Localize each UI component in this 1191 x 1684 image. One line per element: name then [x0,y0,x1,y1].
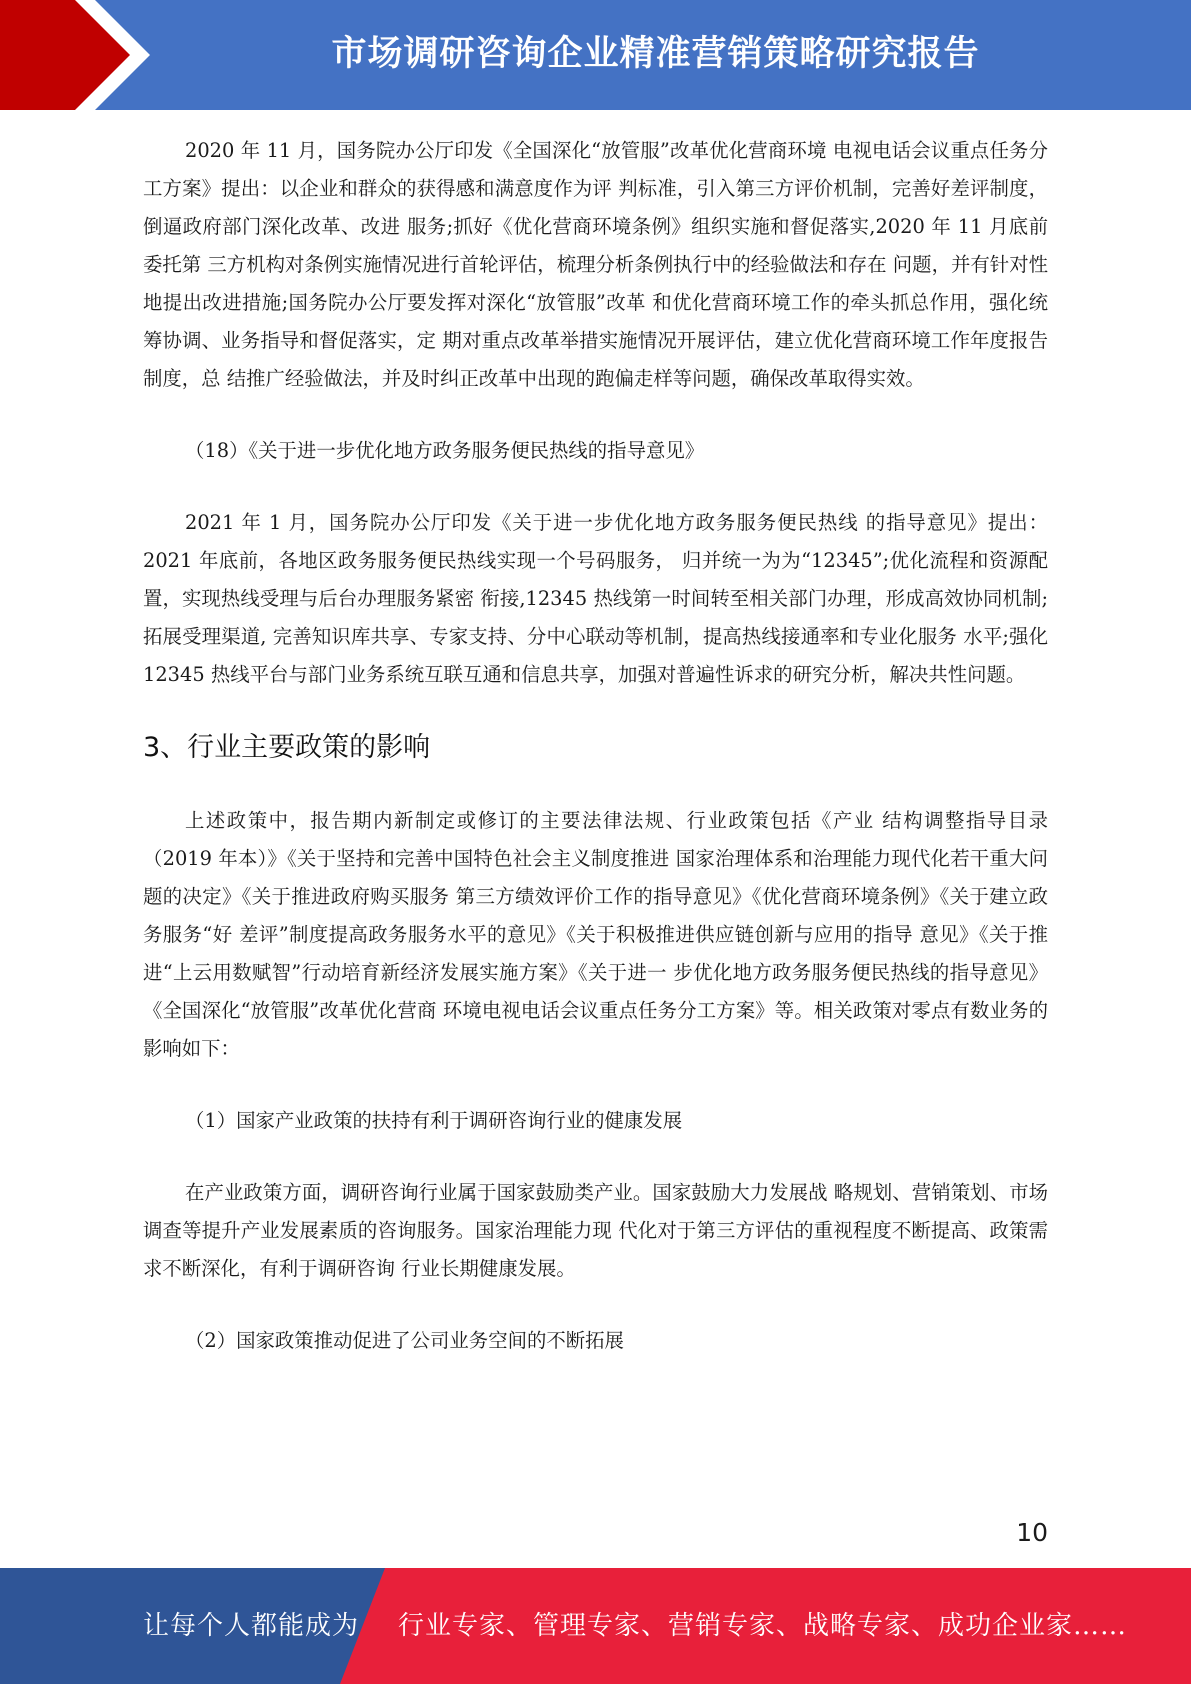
header-banner [0,0,1191,110]
paragraph-policy-2020: 2020 年 11 月，国务院办公厅印发《全国深化“放管服”改革优化营商环境 电视电话会议重点任务分工方案》提出：以企业和群众的获得感和满意度作为评 判标准，引入第三方评价机制，完善好差评制度，倒逼政府部门深化改革、改进 服务;抓好《优化营商环境条例》组织实施和督促落实,2020 年 11 月底前委托第 三方机构对条例实施情况进行首轮评估，梳理分析条例执行中的经验做法和存在 问题，并有针对性地提出改进措施;国务院办公厅要发挥对深化“放管服”改革 和优化营商环境工作的牵头抓总作用，强化统筹协调、业务指导和督促落实，定 期对重点改革举措实施情况开展评估，建立优化营商环境工作年度报告制度，总 结推广经验做法，并及时纠正改革中出现的跑偏走样等问题，确保改革取得实效。 [143,139,1048,390]
footer-slogan-left: 让每个人都能成为 [143,1611,360,1641]
footer-banner [0,1568,1191,1684]
page-content [143,132,1048,1360]
paragraph-policy-impact: 上述政策中，报告期内新制定或修订的主要法律法规、行业政策包括《产业 结构调整指导目录（2019 年本）》《关于坚持和完善中国特色社会主义制度推进 国家治理体系和治理能力现代化若干重大问题的决定》《关于推进政府购买服务 第三方绩效评价工作的指导意见》《优化营商环境条例》《关于建立政务服务“好 差评”制度提高政务服务水平的意见》《关于积极推进供应链创新与应用的指导 意见》《关于推进“上云用数赋智”行动培育新经济发展实施方案》《关于进一 步优化地方政务服务便民热线的指导意见》《全国深化“放管服”改革优化营商 环境电视电话会议重点任务分工方案》等。相关政策对零点有数业务的影响如下： [143,809,1048,1060]
item-1-heading: （1）国家产业政策的扶持有利于调研咨询行业的健康发展 [185,1109,683,1132]
footer-slogan-right: 行业专家、管理专家、营销专家、战略专家、成功企业家…… [398,1611,1128,1641]
item-2-heading: （2）国家政策推动促进了公司业务空间的不断拓展 [185,1329,624,1352]
paragraph-industry-policy: 在产业政策方面，调研咨询行业属于国家鼓励类产业。国家鼓励大力发展战 略规划、营销策划、市场调查等提升产业发展素质的咨询服务。国家治理能力现 代化对于第三方评估的重视程度不断提高、政策需求不断深化，有利于调研咨询 行业长期健康发展。 [143,1181,1048,1280]
page-number: 10 [1016,1518,1048,1547]
paragraph-policy-2021: 2021 年 1 月，国务院办公厅印发《关于进一步优化地方政务服务便民热线 的指导意见》提出：2021 年底前，各地区政务服务便民热线实现一个号码服务， 归并统一为为“12345”;优化流程和资源配置，实现热线受理与后台办理服务紧密 衔接,12345 热线第一时间转至相关部门办理，形成高效协同机制;拓展受理渠道, 完善知识库共享、专家支持、分中心联动等机制，提高热线接通率和专业化服务 水平;强化 12345 热线平台与部门业务系统互联互通和信息共享，加强对普遍性诉求的研究分析，解决共性问题。 [143,511,1048,686]
item-18-heading: （18）《关于进一步优化地方政务服务便民热线的指导意见》 [185,439,705,462]
report-title: 市场调研咨询企业精准营销策略研究报告 [331,34,980,74]
section-heading-3: 3、行业主要政策的影响 [143,732,431,763]
